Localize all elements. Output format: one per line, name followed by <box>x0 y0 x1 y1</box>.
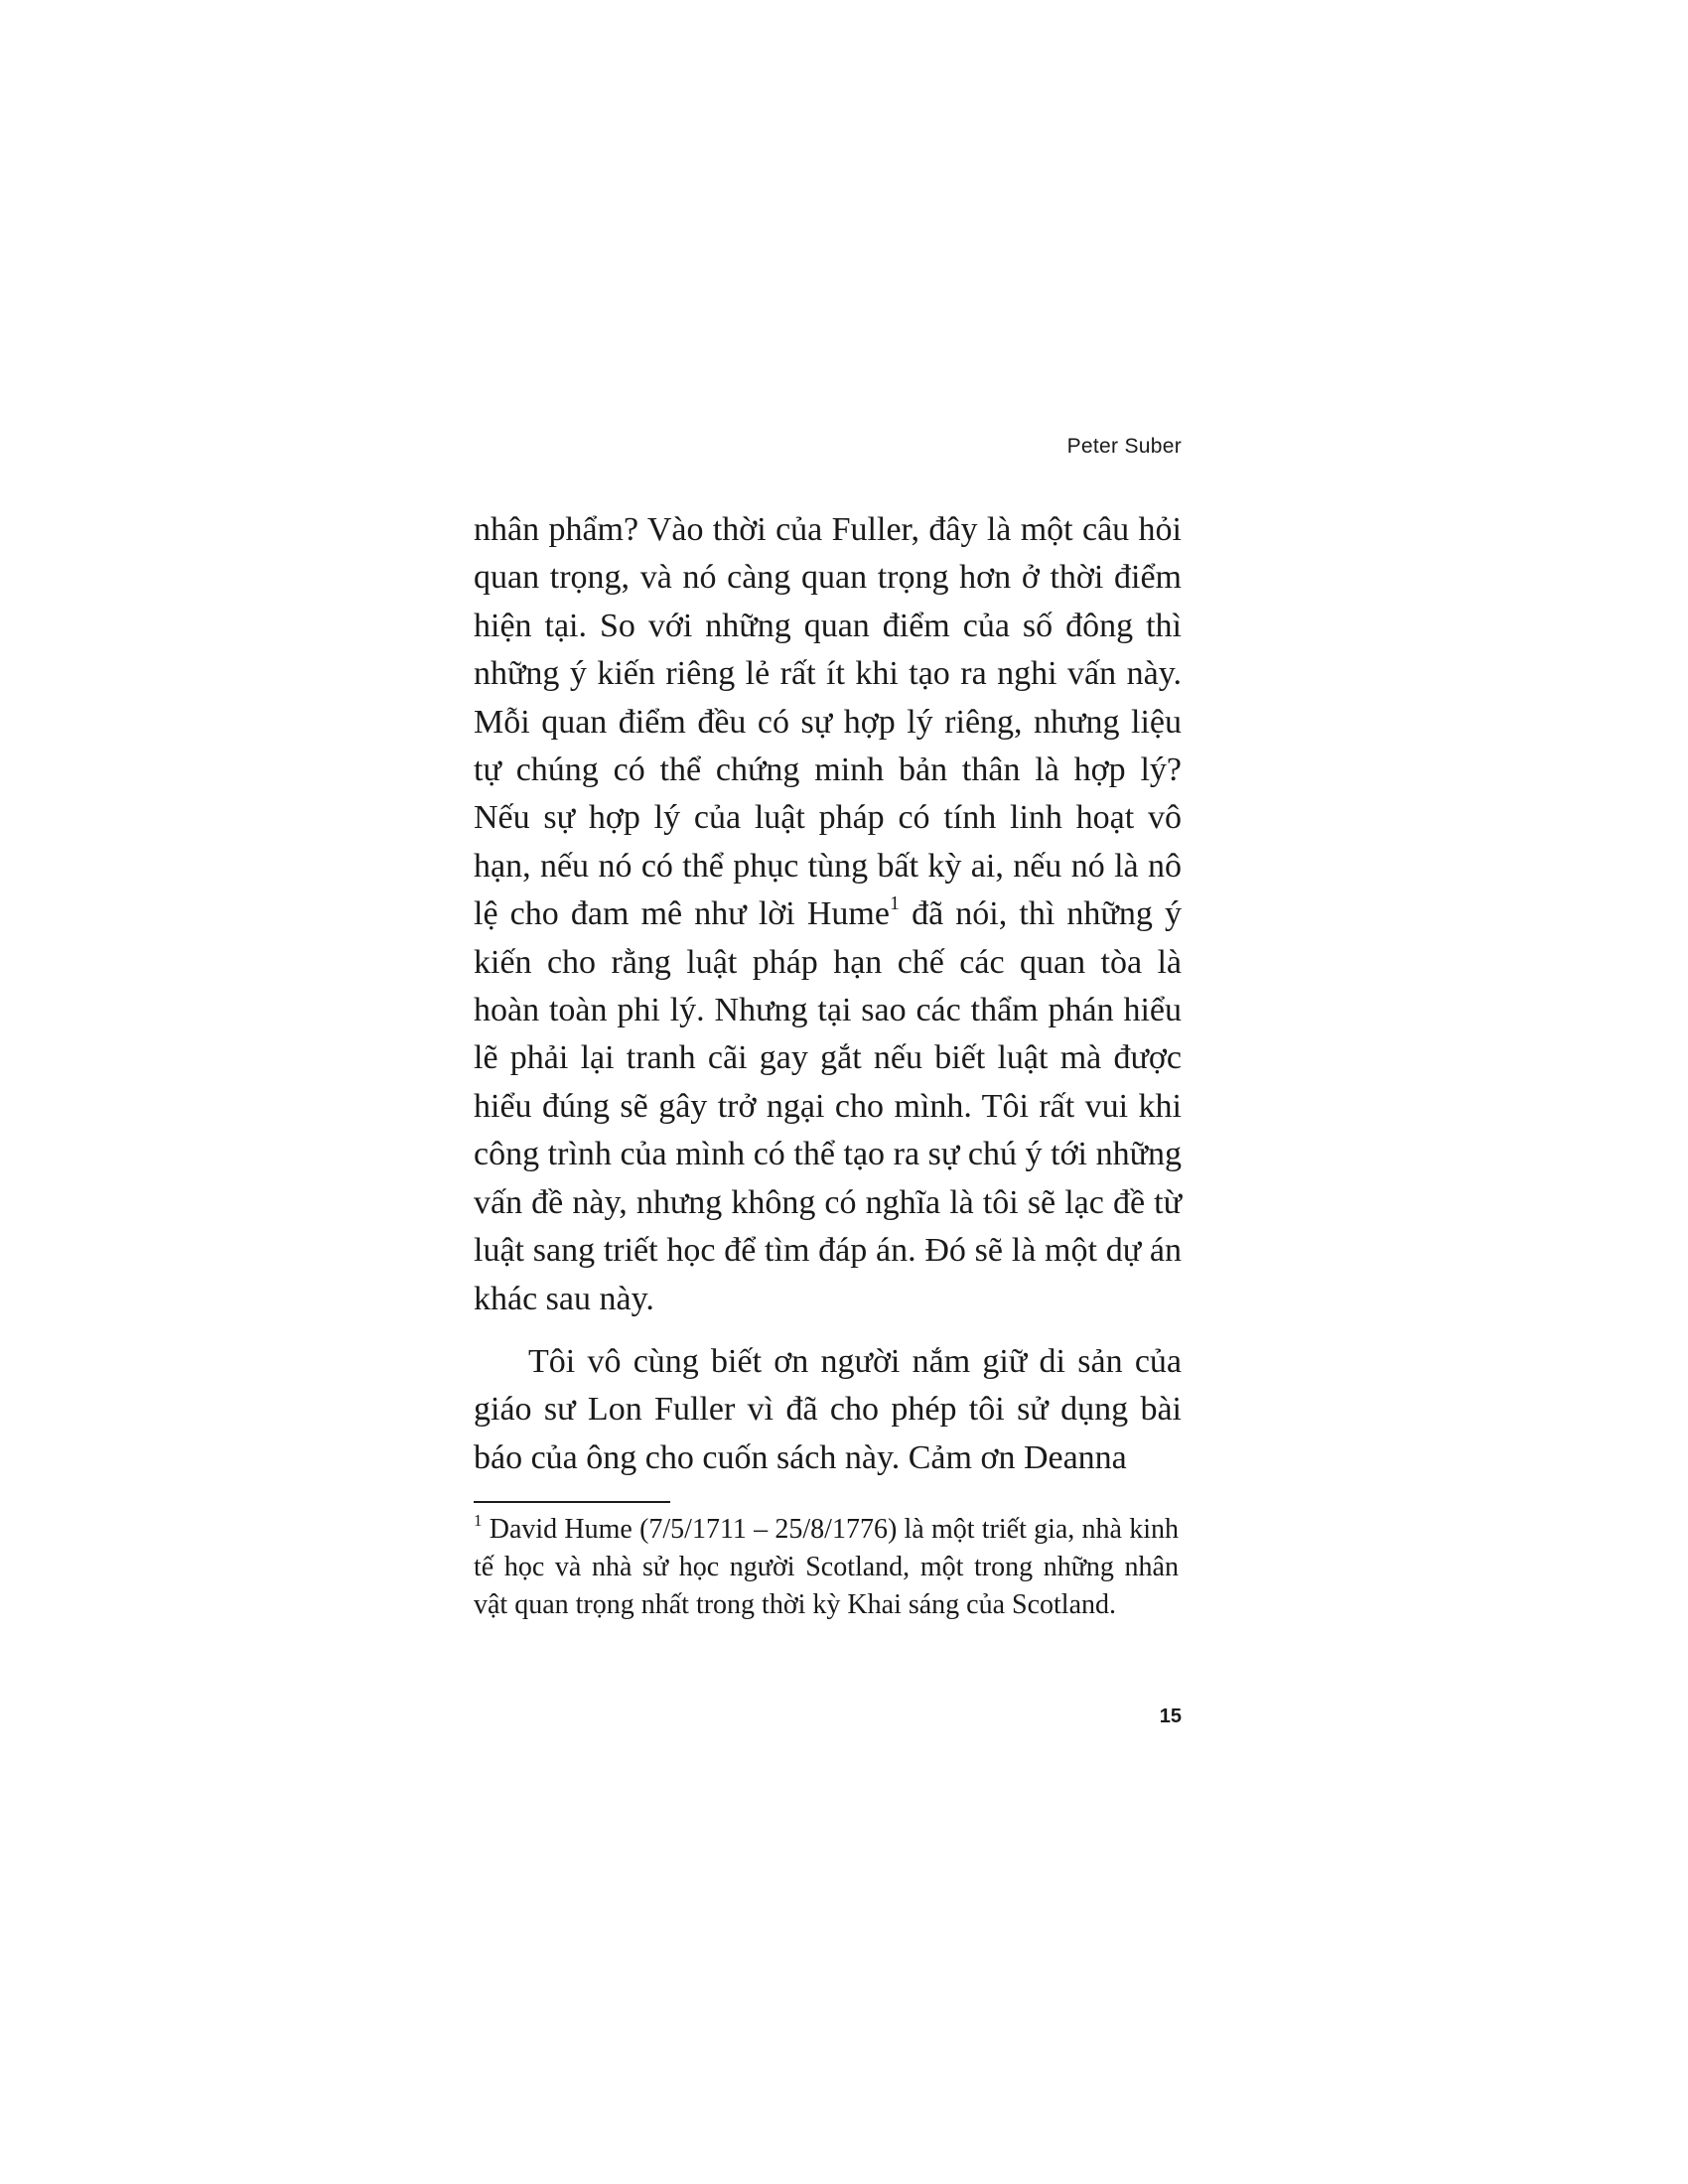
page-number: 15 <box>1159 1706 1182 1727</box>
footnote-reference-marker[interactable]: 1 <box>889 891 900 914</box>
paragraph-1 <box>474 506 1182 1323</box>
paragraph-1-text-after-note: đã nói, thì những ý kiến cho rằng luật pháp hạn chế các quan tòa là hoàn toàn phi lý. Nhưng tại sao các thẩm phán hiểu lẽ phải lại tranh cãi gay gắt nếu biết luật mà được hiểu đúng sẽ gây trở ngại cho mình. Tôi rất vui khi công trình của mình có thể tạo ra sự chú ý tới những vấn đề này, nhưng không có nghĩa là tôi sẽ lạc đề từ luật sang triết học để tìm đáp án. Đó sẽ là một dự án khác sau này. <box>474 895 1182 1317</box>
paragraph-1-text-before-note: nhân phẩm? Vào thời của Fuller, đây là một câu hỏi quan trọng, và nó càng quan trọng hơn ở thời điểm hiện tại. So với những quan điểm của số đông thì những ý kiến riêng lẻ rất ít khi tạo ra nghi vấn này. Mỗi quan điểm đều có sự hợp lý riêng, nhưng liệu tự chúng có thể chứng minh bản thân là hợp lý? Nếu sự hợp lý của luật pháp có tính linh hoạt vô hạn, nếu nó có thể phục tùng bất kỳ ai, nếu nó là nô lệ cho đam mê như lời Hume <box>474 511 1182 933</box>
footnote-text: David Hume (7/5/1711 – 25/8/1776) là một triết gia, nhà kinh tế học và nhà sử học người Scotland, một trong những nhân vật quan trọng nhất trong thời kỳ Khai sáng của Scotland. <box>474 1514 1179 1620</box>
paragraph-2: Tôi vô cùng biết ơn người nắm giữ di sản của giáo sư Lon Fuller vì đã cho phép tôi sử dụng bài báo của ông cho cuốn sách này. Cảm ơn Deanna <box>474 1342 1182 1476</box>
footnote-separator <box>474 1501 670 1503</box>
footnote-marker: 1 <box>474 1510 483 1530</box>
main-text <box>474 506 1182 1482</box>
footnote <box>474 1511 1179 1624</box>
running-header-author: Peter Suber <box>1066 435 1182 458</box>
